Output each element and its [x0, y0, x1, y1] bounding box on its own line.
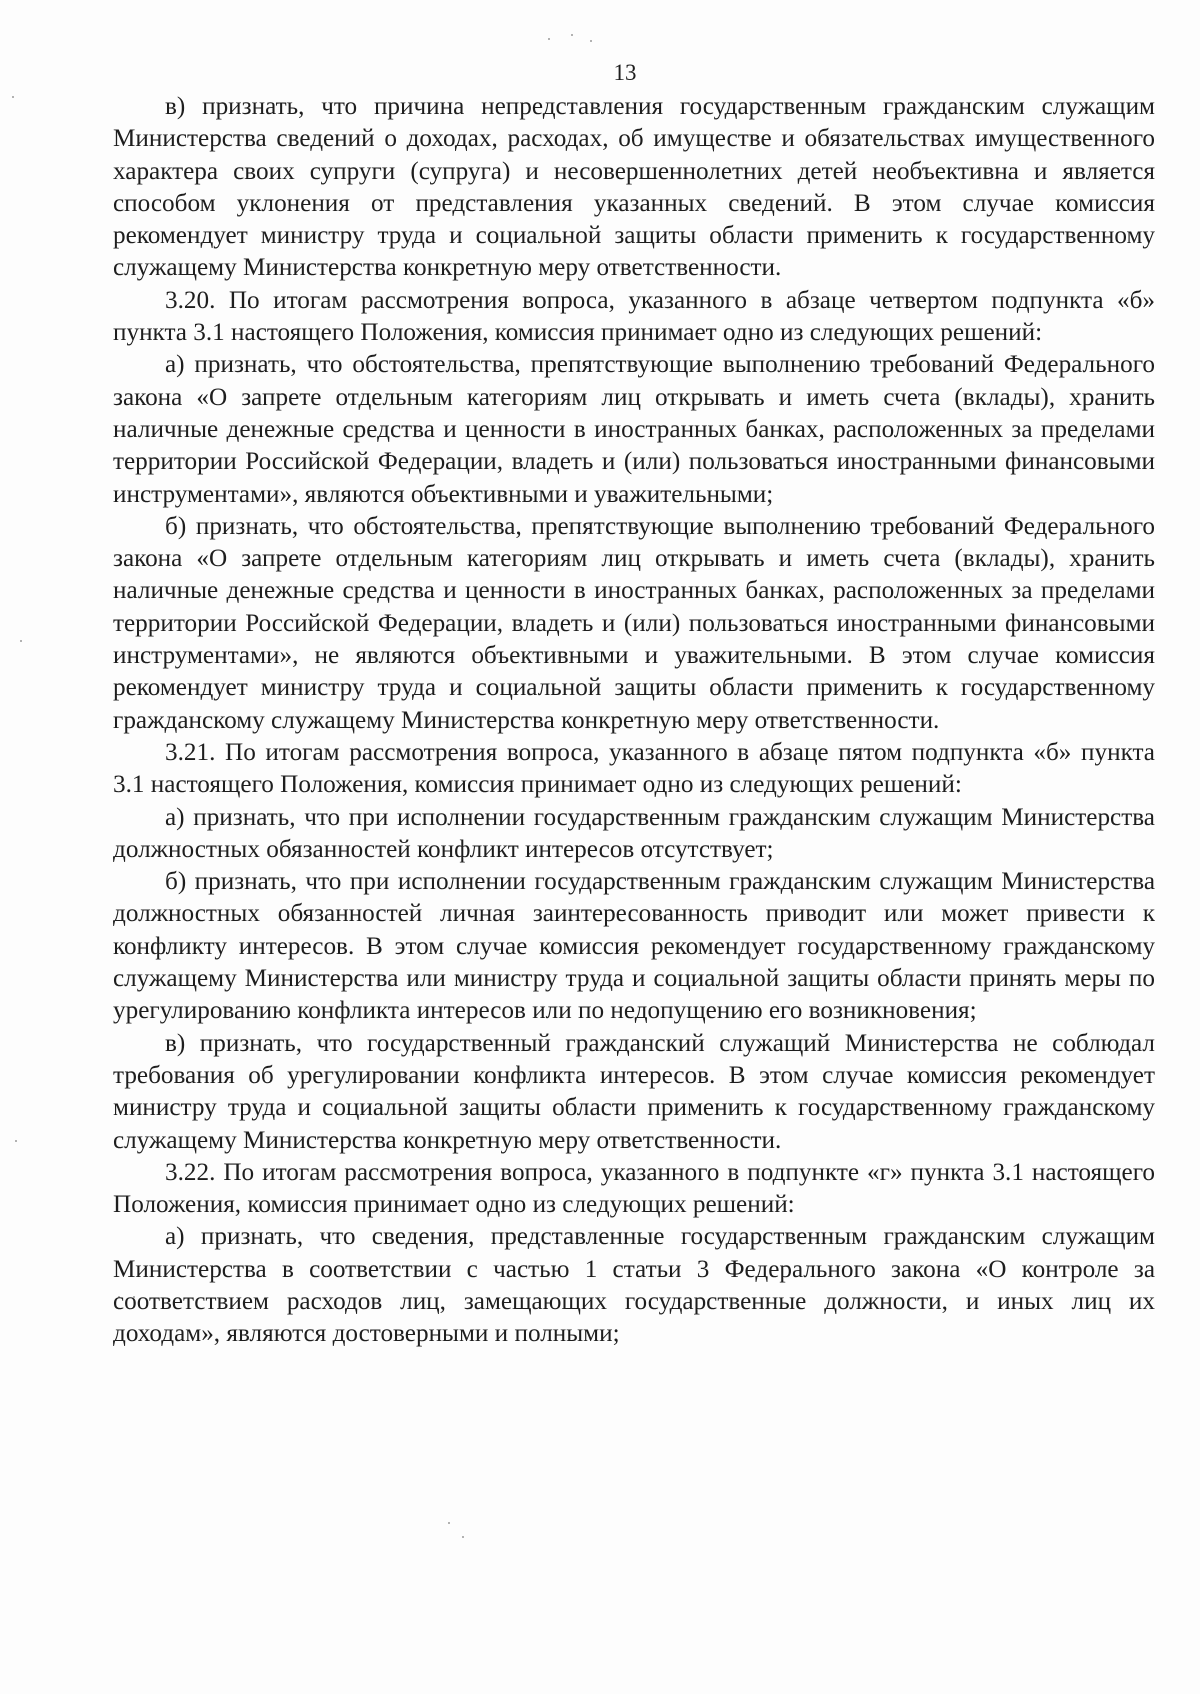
scan-speck [590, 40, 592, 42]
paragraph-3-21-v: в) признать, что государственный гражданский служащий Министерства не соблюдал требования об урегулировании конфликта интересов. В этом случае комиссия рекомендует министру труда и социальной защиты области применить к государственному гражданскому служащему Министерства конкретную меру ответственности. [113, 1029, 1155, 1154]
paragraph-3-21: 3.21. По итогам рассмотрения вопроса, указанного в абзаце пятом подпункта «б» пункта 3.1 настоящего Положения, комиссия принимает одно из следующих решений: [113, 738, 1155, 799]
scan-speck [20, 640, 22, 642]
paragraph-3-21-b: б) признать, что при исполнении государственным гражданским служащим Министерства должностных обязанностей личная заинтересованность приводит или может привести к конфликту интересов. В этом случае комиссия рекомендует государственному гражданскому служащему Министерства или министру труда и социальной защиты области принять меры по урегулированию конфликта интересов или по недопущению его возникновения; [113, 868, 1155, 1025]
paragraph-item-v-refusal: в) признать, что причина непредставления государственным гражданским служащим Министерства сведений о доходах, расходах, об имуществе и обязательствах имущественного характера своих супруги (супруга) и несовершеннолетних детей необъективна и является способом уклонения от представления указанных сведений. В этом случае комиссия рекомендует министру труда и социальной защиты области применить к государственному служащему Министерства конкретную меру ответственности. [113, 93, 1155, 282]
paragraph-3-20-b: б) признать, что обстоятельства, препятствующие выполнению требований Федерального закона «О запрете отдельным категориям лиц открывать и иметь счета (вклады), хранить наличные денежные средства и ценности в иностранных банках, расположенных за пределами территории Российской Федерации, владеть и (или) пользоваться иностранными финансовыми инструментами», не являются объективными и уважительными. В этом случае комиссия рекомендует министру труда и социальной защиты области применить к государственному гражданскому служащему Министерства конкретную меру ответственности. [113, 512, 1155, 734]
scan-speck [12, 96, 14, 98]
paragraph-3-20: 3.20. По итогам рассмотрения вопроса, указанного в абзаце четвертом подпункта «б» пункта 3.1 настоящего Положения, комиссия принимает одно из следующих решений: [113, 286, 1155, 347]
document-body [113, 91, 1155, 1351]
paragraph-3-20-a: а) признать, что обстоятельства, препятствующие выполнению требований Федерального закона «О запрете отдельным категориям лиц открывать и иметь счета (вклады), хранить наличные денежные средства и ценности в иностранных банках, расположенных за пределами территории Российской Федерации, владеть и (или) пользоваться иностранными финансовыми инструментами», являются объективными и уважительными; [113, 351, 1155, 508]
scan-speck [548, 38, 550, 40]
scan-speck [448, 1522, 450, 1524]
scan-speck [462, 1536, 464, 1538]
scan-speck [15, 1140, 17, 1142]
paragraph-3-21-a: а) признать, что при исполнении государственным гражданским служащим Министерства должностных обязанностей конфликт интересов отсутствует; [113, 803, 1155, 863]
paragraph-3-22: 3.22. По итогам рассмотрения вопроса, указанного в подпункте «г» пункта 3.1 настоящего Положения, комиссия принимает одно из следующих решений: [113, 1158, 1155, 1219]
scan-speck [571, 34, 573, 36]
page-number: 13 [613, 60, 637, 85]
paragraph-3-22-a: а) признать, что сведения, представленные государственным гражданским служащим Министерства в соответствии с частью 1 статьи 3 Федерального закона «О контроле за соответствием расходов лиц, замещающих государственные должности, и иных лиц их доходам», являются достоверными и полными; [113, 1223, 1155, 1348]
